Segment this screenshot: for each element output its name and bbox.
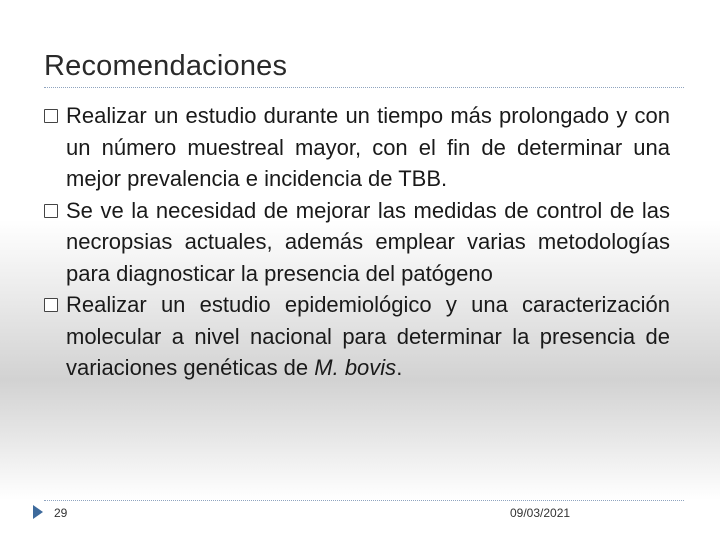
checkbox-bullet-icon <box>44 204 58 218</box>
bullet-text: Realizar un estudio durante un tiempo más prolongado y con un número muestreal mayor, con el fin de determinar una mejor prevalencia e incidencia de TBB. <box>66 103 670 191</box>
bullet-item <box>40 289 670 384</box>
bullet-list <box>40 100 670 384</box>
title-divider <box>44 87 684 88</box>
page-number: 29 <box>54 506 68 520</box>
checkbox-bullet-icon <box>44 109 58 123</box>
bullet-suffix: . <box>396 355 403 380</box>
slide-title: Recomendaciones <box>44 50 288 82</box>
bullet-item <box>40 195 670 290</box>
arrow-right-icon <box>33 505 43 519</box>
species-name: M. bovis <box>314 355 397 380</box>
footer-date: 09/03/2021 <box>510 506 571 520</box>
checkbox-bullet-icon <box>44 298 58 312</box>
bullet-text: Realizar un estudio epidemiológico y una caracterización molecular a nivel nacional para determinar la presencia de variaciones genéticas de <box>66 292 670 380</box>
footer-divider <box>44 500 684 501</box>
bullet-item <box>40 100 670 195</box>
bullet-text: Se ve la necesidad de mejorar las medidas de control de las necropsias actuales, además emplear varias metodologías para diagnosticar la presencia del patógeno <box>66 197 670 286</box>
